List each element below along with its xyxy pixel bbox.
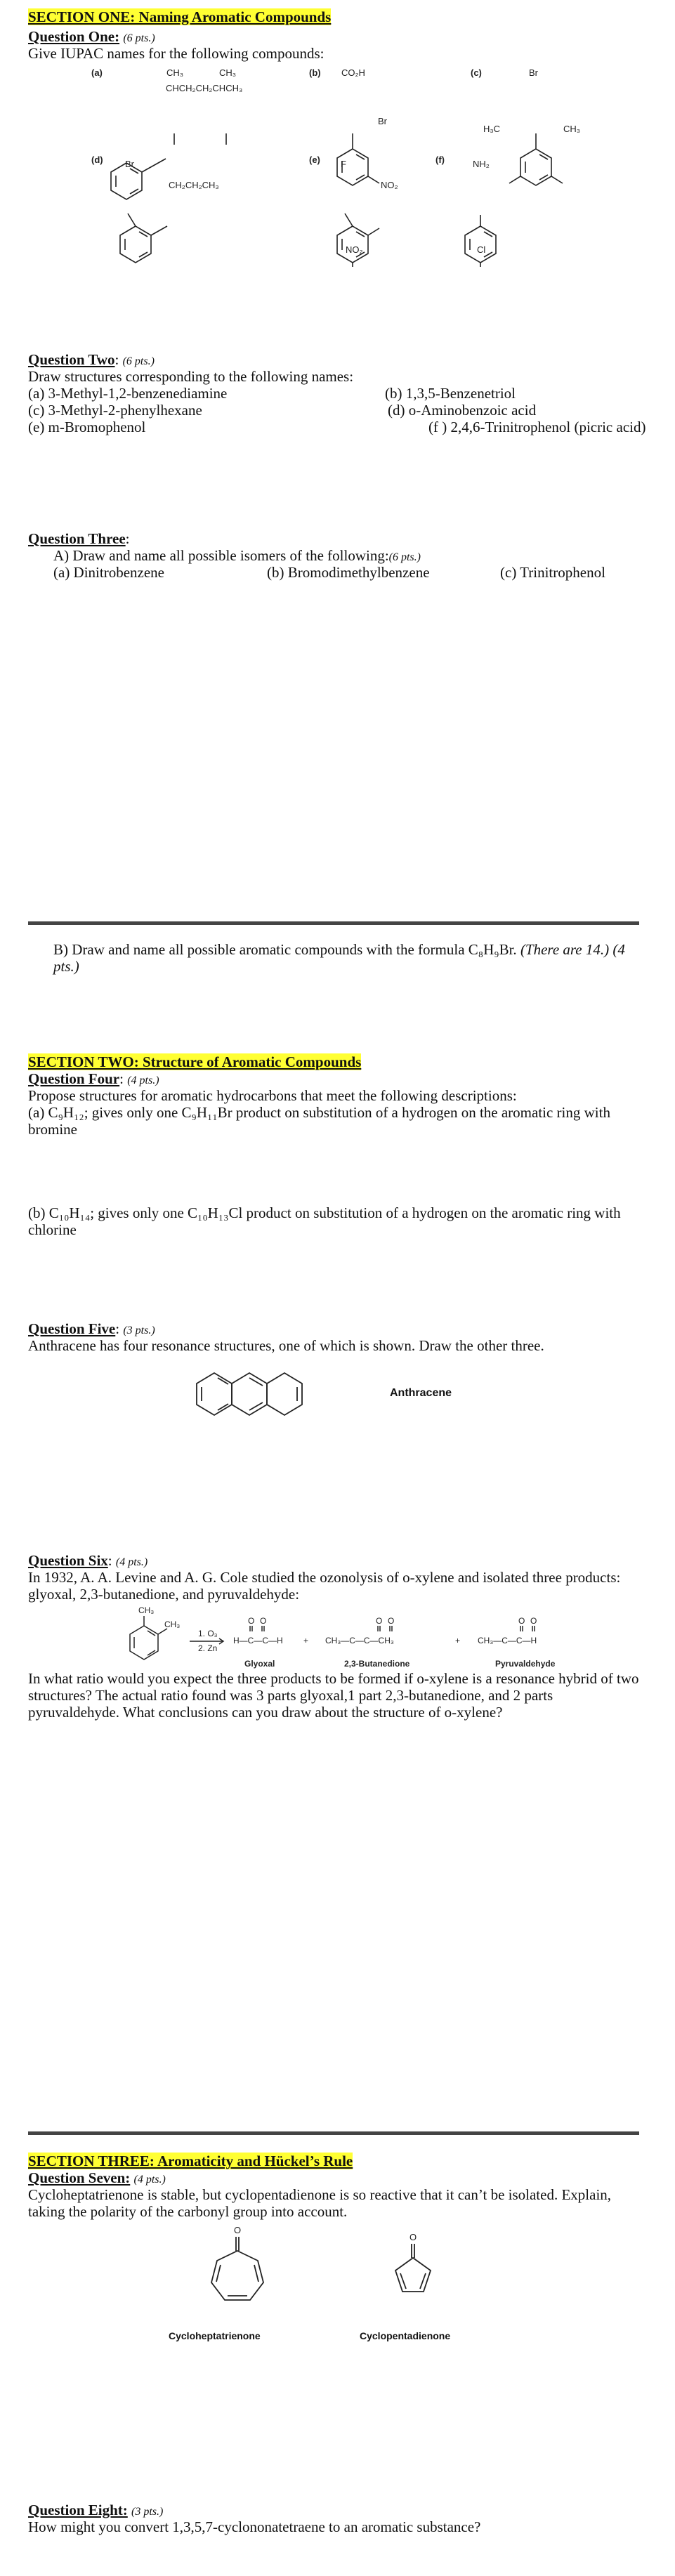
svg-text:F: F bbox=[341, 159, 346, 169]
svg-text:Cl: Cl bbox=[477, 244, 486, 255]
label-cycloheptatrienone: Cycloheptatrienone bbox=[169, 2330, 261, 2341]
section-three-heading: SECTION THREE: Aromaticity and Hückel’s Rule bbox=[28, 2153, 353, 2169]
svg-text:CH₃: CH₃ bbox=[164, 1619, 181, 1629]
question-seven-prompt: Cycloheptatrienone is stable, but cyclopentadienone is so reactive that it can’t be isolated. Explain, taking the polarity of the carbonyl group into account. bbox=[28, 2186, 612, 2220]
question-eight-prompt: How might you convert 1,3,5,7-cyclononatetraene to an aromatic substance? bbox=[28, 2518, 481, 2535]
svg-text:CO₂H: CO₂H bbox=[341, 67, 365, 78]
section-two-heading: SECTION TWO: Structure of Aromatic Compounds bbox=[28, 1053, 362, 1070]
svg-text:H—C—C—H: H—C—C—H bbox=[233, 1636, 283, 1645]
anthracene-label: Anthracene bbox=[390, 1387, 452, 1399]
label-b: (b) bbox=[309, 67, 321, 78]
svg-text:NH₂: NH₂ bbox=[473, 159, 490, 169]
label-c: (c) bbox=[471, 67, 482, 78]
q3-part-b: B) Draw and name all possible aromatic compounds with the formula C₈H₉Br. (There are 14.) (4 pts.) bbox=[53, 941, 625, 975]
page-divider-2 bbox=[28, 2131, 639, 2135]
svg-text:O: O bbox=[530, 1616, 537, 1626]
q4-part-a: (a) C₉H₁₂; gives only one C₉H₁₁Br product on substitution of a hydrogen on the aromatic ring with bromine bbox=[28, 1104, 610, 1138]
q3-item-a: (a) Dinitrobenzene bbox=[53, 564, 165, 581]
q2-item-f: (f ) 2,4,6-Trinitrophenol (picric acid) bbox=[428, 419, 646, 435]
q2-item-e: (e) m-Bromophenol bbox=[28, 419, 146, 435]
svg-text:CH₃: CH₃ bbox=[166, 67, 184, 78]
question-two-title: Question Two: (6 pts.) bbox=[28, 351, 155, 368]
label-cyclopentadienone: Cyclopentadienone bbox=[360, 2330, 451, 2341]
question-four-prompt: Propose structures for aromatic hydrocarbons that meet the following descriptions: bbox=[28, 1087, 517, 1104]
svg-text:2. Zn: 2. Zn bbox=[198, 1643, 218, 1653]
svg-text:CH₃—C—C—CH₃: CH₃—C—C—CH₃ bbox=[325, 1636, 394, 1645]
svg-text:O: O bbox=[409, 2232, 417, 2242]
svg-text:+: + bbox=[303, 1636, 309, 1645]
question-six-title: Question Six: (4 pts.) bbox=[28, 1552, 148, 1569]
question-four-title: Question Four: (4 pts.) bbox=[28, 1070, 159, 1087]
svg-text:+: + bbox=[455, 1636, 461, 1645]
svg-text:O: O bbox=[376, 1616, 383, 1626]
svg-text:O: O bbox=[518, 1616, 525, 1626]
label-a: (a) bbox=[91, 67, 103, 78]
svg-text:1. O₃: 1. O₃ bbox=[198, 1629, 218, 1638]
svg-text:Br: Br bbox=[529, 67, 538, 78]
q3-item-c: (c) Trinitrophenol bbox=[500, 564, 605, 581]
label-f: (f) bbox=[435, 155, 445, 165]
svg-text:O: O bbox=[388, 1616, 395, 1626]
q2-item-d: (d) o-Aminobenzoic acid bbox=[388, 402, 537, 419]
q3-part-a: A) Draw and name all possible isomers of the following:(6 pts.) bbox=[53, 547, 421, 564]
svg-text:NO₂: NO₂ bbox=[346, 244, 363, 255]
svg-text:O: O bbox=[260, 1616, 267, 1626]
svg-text:CH₃—C—C—H: CH₃—C—C—H bbox=[478, 1636, 537, 1645]
svg-text:CH₃: CH₃ bbox=[563, 124, 581, 134]
product-glyoxal: Glyoxal bbox=[244, 1659, 275, 1669]
section-one-heading: SECTION ONE: Naming Aromatic Compounds bbox=[28, 8, 332, 25]
label-e: (e) bbox=[309, 155, 320, 165]
svg-text:NO₂: NO₂ bbox=[381, 180, 398, 190]
question-one-prompt: Give IUPAC names for the following compounds: bbox=[28, 45, 325, 62]
ozonolysis-scheme bbox=[119, 1605, 625, 1671]
svg-text:CH₃: CH₃ bbox=[219, 67, 237, 78]
q2-item-c: (c) 3-Methyl-2-phenylhexane bbox=[28, 402, 202, 419]
question-two-prompt: Draw structures corresponding to the following names: bbox=[28, 368, 354, 385]
question-seven-title: Question Seven: (4 pts.) bbox=[28, 2169, 166, 2186]
question-five-title: Question Five: (3 pts.) bbox=[28, 1320, 155, 1337]
q3-item-b: (b) Bromodimethylbenzene bbox=[267, 564, 430, 581]
svg-text:CH₃: CH₃ bbox=[138, 1605, 155, 1615]
question-six-text: In what ratio would you expect the three products to be formed if o-xylene is a resonance hybrid of two structures? The actual ratio found was 3 parts glyoxal,1 part 2,3-butanedione, and 2 parts pyruvaldehyde. What conclusions can you draw about the structure of o-xylene? bbox=[28, 1670, 639, 1721]
question-three-title: Question Three: bbox=[28, 530, 130, 547]
q2-item-a: (a) 3-Methyl-1,2-benzenediamine bbox=[28, 385, 228, 402]
question-five-prompt: Anthracene has four resonance structures, one of which is shown. Draw the other three. bbox=[28, 1337, 544, 1354]
q4-part-b: (b) C₁₀H₁₄; gives only one C₁₀H₁₃Cl product on substitution of a hydrogen on the aromatic ring with chlorine bbox=[28, 1204, 621, 1238]
question-seven-structures bbox=[169, 2223, 520, 2328]
product-butanedione: 2,3-Butanedione bbox=[344, 1659, 410, 1669]
q2-item-b: (b) 1,3,5-Benzenetriol bbox=[385, 385, 516, 402]
svg-text:O: O bbox=[234, 2225, 242, 2235]
label-d: (d) bbox=[91, 155, 103, 165]
svg-text:CH₂CH₂CH₃: CH₂CH₂CH₃ bbox=[169, 180, 219, 190]
product-pyruvaldehyde: Pyruvaldehyde bbox=[495, 1659, 556, 1669]
page-divider bbox=[28, 921, 639, 925]
question-eight-title: Question Eight: (3 pts.) bbox=[28, 2502, 164, 2518]
question-one-structures bbox=[28, 63, 646, 267]
svg-text:Br: Br bbox=[378, 116, 387, 126]
svg-text:O: O bbox=[248, 1616, 255, 1626]
svg-text:H₃C: H₃C bbox=[483, 124, 501, 134]
svg-text:CHCH₂CH₂CHCH₃: CHCH₂CH₂CHCH₃ bbox=[166, 83, 243, 93]
anthracene-structure bbox=[190, 1359, 344, 1429]
question-six-prompt: In 1932, A. A. Levine and A. G. Cole studied the ozonolysis of o-xylene and isolated three products: glyoxal, 2,3-butanedione, and pyruvaldehyde: bbox=[28, 1569, 621, 1603]
question-one-title: Question One: (6 pts.) bbox=[28, 28, 155, 45]
svg-text:Br: Br bbox=[125, 159, 134, 169]
